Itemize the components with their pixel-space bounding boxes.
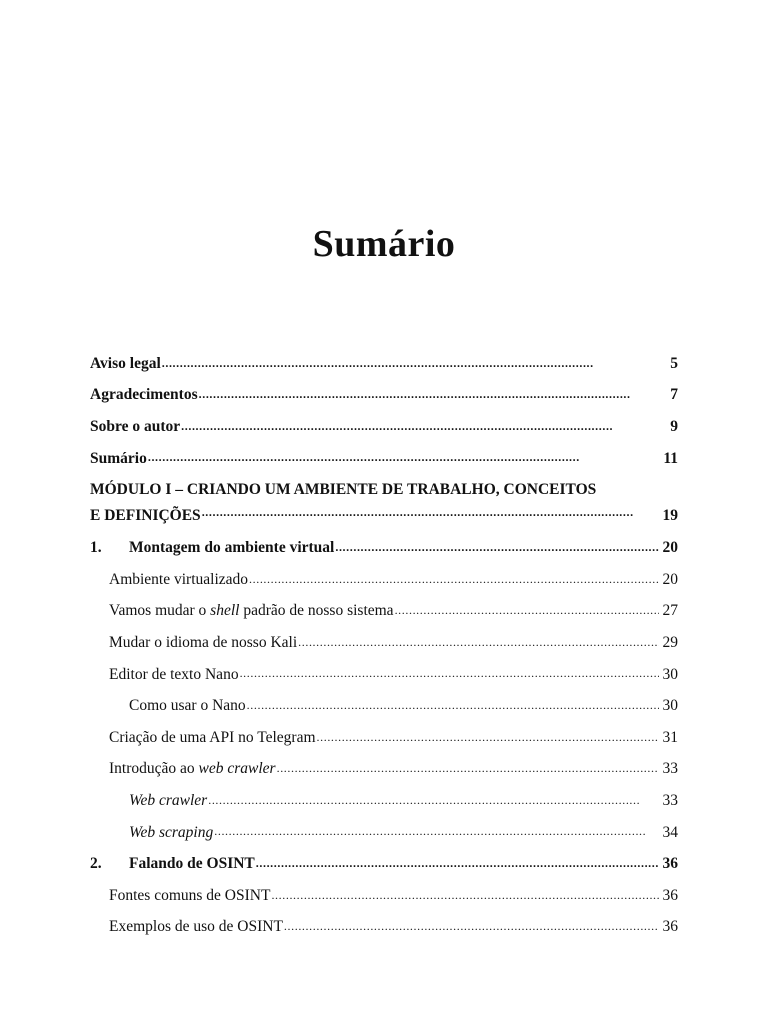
toc-entry-label: Web crawler — [129, 791, 208, 809]
toc-entry-agradecimentos[interactable] — [90, 380, 678, 412]
toc-entry-sobre-o-autor[interactable] — [90, 411, 678, 443]
toc-leader-dots — [298, 635, 659, 659]
toc-entry-label: Aviso legal — [90, 354, 161, 372]
toc-entry-page: 34 — [662, 823, 678, 841]
toc-entry-label: Ambiente virtualizado — [109, 570, 249, 588]
toc-entry-page: 31 — [662, 728, 678, 746]
toc-entry-page: 30 — [662, 665, 678, 683]
toc-entry-label: Fontes comuns de OSINT — [109, 886, 271, 904]
page-title: Sumário — [312, 223, 456, 265]
toc-leader-dots — [277, 761, 659, 785]
toc-leader-dots — [249, 572, 659, 596]
toc-entry-number: 2. — [90, 855, 102, 873]
toc-leader-dots — [214, 824, 659, 848]
toc-entry-page: 9 — [670, 417, 678, 435]
toc-leader-dots — [181, 419, 659, 443]
toc-leader-dots — [317, 730, 659, 754]
toc-entry-page: 33 — [662, 791, 678, 809]
toc-leader-dots — [335, 540, 659, 564]
toc-leader-dots — [271, 888, 659, 912]
toc-entry-page: 33 — [662, 760, 678, 778]
toc-entry-label-line2: E DEFINIÇÕES — [90, 506, 201, 524]
toc-leader-dots — [256, 856, 659, 880]
toc-entry-label: Criação de uma API no Telegram — [109, 728, 316, 746]
table-of-contents — [90, 348, 678, 943]
toc-leader-dots — [162, 356, 659, 380]
toc-entry-label: Montagem do ambiente virtual — [129, 539, 335, 557]
toc-leader-dots — [284, 919, 659, 943]
toc-entry-page: 36 — [662, 886, 678, 904]
toc-entry-fontes-osint[interactable] — [90, 880, 678, 912]
toc-leader-dots — [202, 501, 659, 529]
toc-entry-modulo-i[interactable] — [90, 474, 678, 532]
toc-entry-exemplos-osint[interactable] — [90, 912, 678, 944]
toc-leader-dots — [199, 387, 659, 411]
toc-entry-label: Falando de OSINT — [129, 855, 255, 873]
toc-entry-label: Exemplos de uso de OSINT — [109, 918, 283, 936]
toc-entry-web-scraping[interactable] — [90, 817, 678, 849]
toc-leader-dots — [148, 450, 659, 474]
toc-entry-label: Editor de texto Nano — [109, 665, 239, 683]
toc-entry-page: 29 — [662, 633, 678, 651]
toc-leader-dots — [208, 793, 659, 817]
toc-entry-sumario[interactable] — [90, 443, 678, 475]
toc-entry-label-line1: MÓDULO I – CRIANDO UM AMBIENTE DE TRABALHO, CONCEITOS — [90, 481, 597, 499]
toc-entry-mudar-idioma[interactable] — [90, 627, 678, 659]
toc-entry-number: 1. — [90, 539, 102, 557]
toc-entry-page: 27 — [662, 602, 678, 620]
toc-entry-label: Mudar o idioma de nosso Kali — [109, 633, 298, 651]
toc-entry-page: 30 — [662, 697, 678, 715]
toc-entry-label: Sobre o autor — [90, 417, 181, 435]
toc-entry-label: Sumário — [90, 449, 147, 467]
toc-entry-page: 36 — [662, 918, 678, 936]
toc-entry-label: Agradecimentos — [90, 386, 198, 404]
toc-leader-dots — [395, 603, 659, 627]
toc-entry-page: 7 — [670, 386, 678, 404]
toc-entry-mudar-shell[interactable] — [90, 596, 678, 628]
toc-entry-label: Vamos mudar o shell padrão de nosso sistema — [109, 602, 394, 620]
toc-entry-api-telegram[interactable] — [90, 722, 678, 754]
toc-entry-page: 11 — [663, 449, 678, 467]
toc-entry-page: 20 — [662, 539, 678, 557]
toc-leader-dots — [240, 666, 659, 690]
toc-entry-label: Web scraping — [129, 823, 214, 841]
toc-entry-page: 5 — [670, 354, 678, 372]
toc-entry-editor-nano[interactable] — [90, 659, 678, 691]
toc-entry-montagem-ambiente-virtual[interactable] — [90, 532, 678, 564]
toc-entry-ambiente-virtualizado[interactable] — [90, 564, 678, 596]
toc-entry-web-crawler[interactable] — [90, 785, 678, 817]
toc-entry-page: 20 — [662, 570, 678, 588]
toc-entry-label: Introdução ao web crawler — [109, 760, 276, 778]
toc-entry-label: Como usar o Nano — [129, 697, 246, 715]
toc-entry-como-usar-nano[interactable] — [90, 690, 678, 722]
toc-entry-page: 36 — [662, 855, 678, 873]
toc-leader-dots — [247, 698, 659, 722]
toc-entry-falando-osint[interactable] — [90, 848, 678, 880]
toc-entry-aviso-legal[interactable] — [90, 348, 678, 380]
toc-entry-introducao-web-crawler[interactable] — [90, 754, 678, 786]
toc-entry-page: 19 — [662, 506, 678, 524]
